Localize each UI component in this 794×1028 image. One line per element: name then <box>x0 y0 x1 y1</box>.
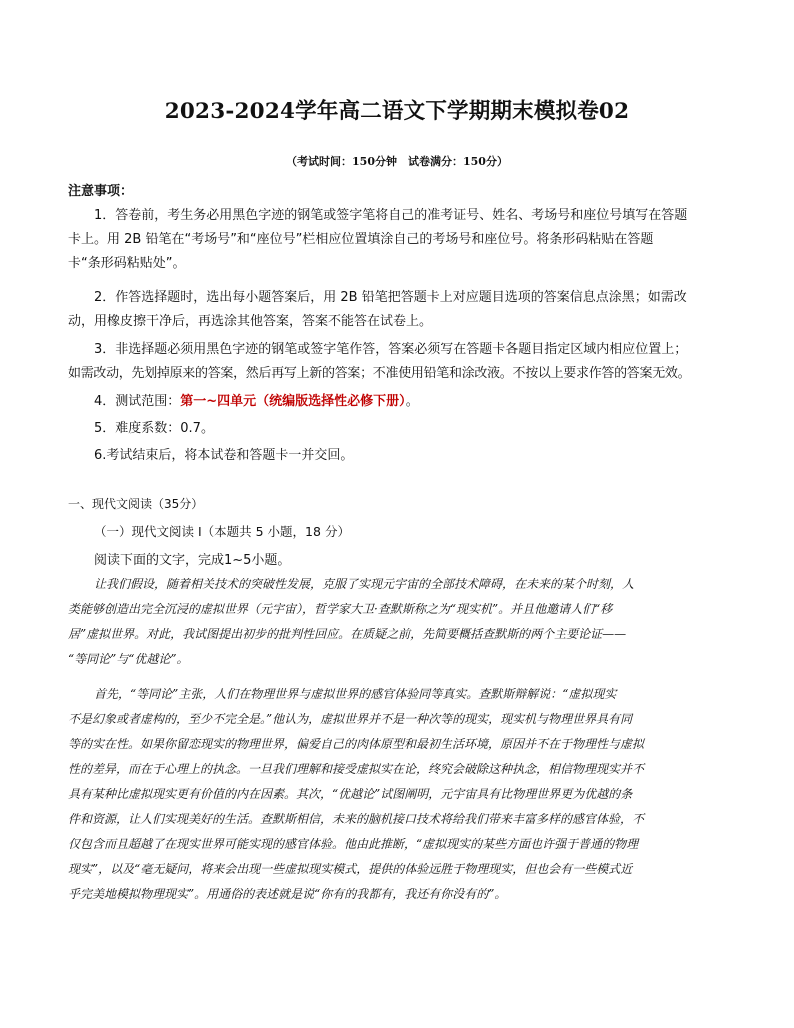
article-p1-line: 居”虚拟世界。对此，我试图提出初步的批判性回应。在质疑之前，先简要概括查默斯的两个主要论证—— <box>68 627 627 641</box>
article-p2-line: 仅包含而且超越了在现实世界可能实现的感官体验。他由此推断，“虚拟现实的某些方面也许强于普通的物理 <box>68 837 639 851</box>
submission-text: 6.考试结束后，将本试卷和答题卡一并交回。 <box>94 448 354 463</box>
note-item-4-suffix: 。 <box>405 394 419 409</box>
document-title: 2023-2024学年高二语文下学期期末模拟卷02 <box>164 99 630 124</box>
article-p2-line: 乎完美地模拟物理现实”。用通俗的表述就是说“你有的我都有，我还有你没有的”。 <box>68 887 507 901</box>
article-p1-line: “等同论”与“优越论”。 <box>68 652 189 666</box>
note-item-4-prefix: 4．测试范围： <box>94 394 181 409</box>
article-p2-line: 件和资源，让人们实现美好的生活。查默斯相信，未来的脑机接口技术将给我们带来丰富多样的感官体验，不 <box>68 812 645 826</box>
exam-info: （考试时间：150分钟 试卷满分：150分） <box>286 155 508 168</box>
article-p2-line: 具有某种比虚拟现实更有价值的内在因素。其次，“优越论”试图阐明，元宇宙具有比物理世界更为优越的条 <box>68 787 633 801</box>
article-paragraph-1 <box>68 572 734 672</box>
note-item-5 <box>68 417 734 441</box>
article-p1-line: 类能够创造出完全沉浸的虚拟世界（元宇宙），哲学家大卫·查默斯称之为“现实机”。并且他邀请人们“移 <box>68 602 613 616</box>
article-p2-line: 等的实在性。如果你留恋现实的物理世界，偏爱自己的肉体原型和最初生活环境，原因并不在于物理性与虚拟 <box>68 737 645 751</box>
note-item-6 <box>68 444 734 468</box>
reading-instruction: 阅读下面的文字，完成1~5小题。 <box>94 553 291 568</box>
article-p2-line: 首先，“等同论”主张，人们在物理世界与虚拟世界的感官体验同等真实。查默斯辩解说：“虚拟现实 <box>94 687 617 701</box>
test-scope: 第一~四单元（统编版选择性必修下册） <box>180 394 406 409</box>
note-item-3-line-1: 3．非选择题必须用黑色字迹的钢笔或签字笔作答，答案必须写在答题卡各题目指定区域内相应位置上； <box>94 342 688 357</box>
article-p2-line: 不是幻象或者虚构的，至少不完全是。”他认为，虚拟世界并不是一种次等的现实，现实机与物理世界具有同 <box>68 712 633 726</box>
note-item-1-line-1: 1．答卷前，考生务必用黑色字迹的钢笔或签字笔将自己的准考证号、姓名、考场号和座位号填写在答题 <box>94 208 688 223</box>
article-p2-line: 现实”，以及“毫无疑问，将来会出现一些虚拟现实模式，提供的体验远胜于物理现实，但也会有一些模式近 <box>68 862 633 876</box>
section-subtitle: （一）现代文阅读 I（本题共 5 小题，18 分） <box>94 524 350 539</box>
section-title: 一、现代文阅读（35分） <box>68 497 204 511</box>
note-item-4 <box>68 390 734 414</box>
note-item-1 <box>68 204 734 276</box>
note-item-3 <box>68 338 734 386</box>
note-item-2 <box>68 286 734 334</box>
note-item-2-line-2: 动，用橡皮擦干净后，再选涂其他答案，答案不能答在试卷上。 <box>68 314 433 329</box>
note-item-3-line-2: 如需改动，先划掉原来的答案，然后再写上新的答案；不准使用铅笔和涂改液。不按以上要求作答的答案无效。 <box>68 366 691 381</box>
article-paragraph-2 <box>68 682 734 907</box>
article-p1-line: 让我们假设，随着相关技术的突破性发展，克服了实现元宇宙的全部技术障碍，在未来的某个时刻，人 <box>94 577 635 591</box>
difficulty-text: 5．难度系数：0.7。 <box>94 421 214 436</box>
note-item-1-line-2: 卡上。用 2B 铅笔在“考场号”和“座位号”栏相应位置填涂自己的考场号和座位号。将条形码粘贴在答题 <box>68 232 654 247</box>
note-item-2-line-1: 2．作答选择题时，选出每小题答案后，用 2B 铅笔把答题卡上对应题目选项的答案信息点涂黑；如需改 <box>94 290 687 305</box>
note-item-1-line-3: 卡“条形码粘贴处”。 <box>68 256 186 271</box>
article-p2-line: 性的差异，而在于心理上的执念。一旦我们理解和接受虚拟实在论，终究会破除这种执念，相信物理现实并不 <box>68 762 645 776</box>
notes-heading: 注意事项： <box>68 184 134 199</box>
